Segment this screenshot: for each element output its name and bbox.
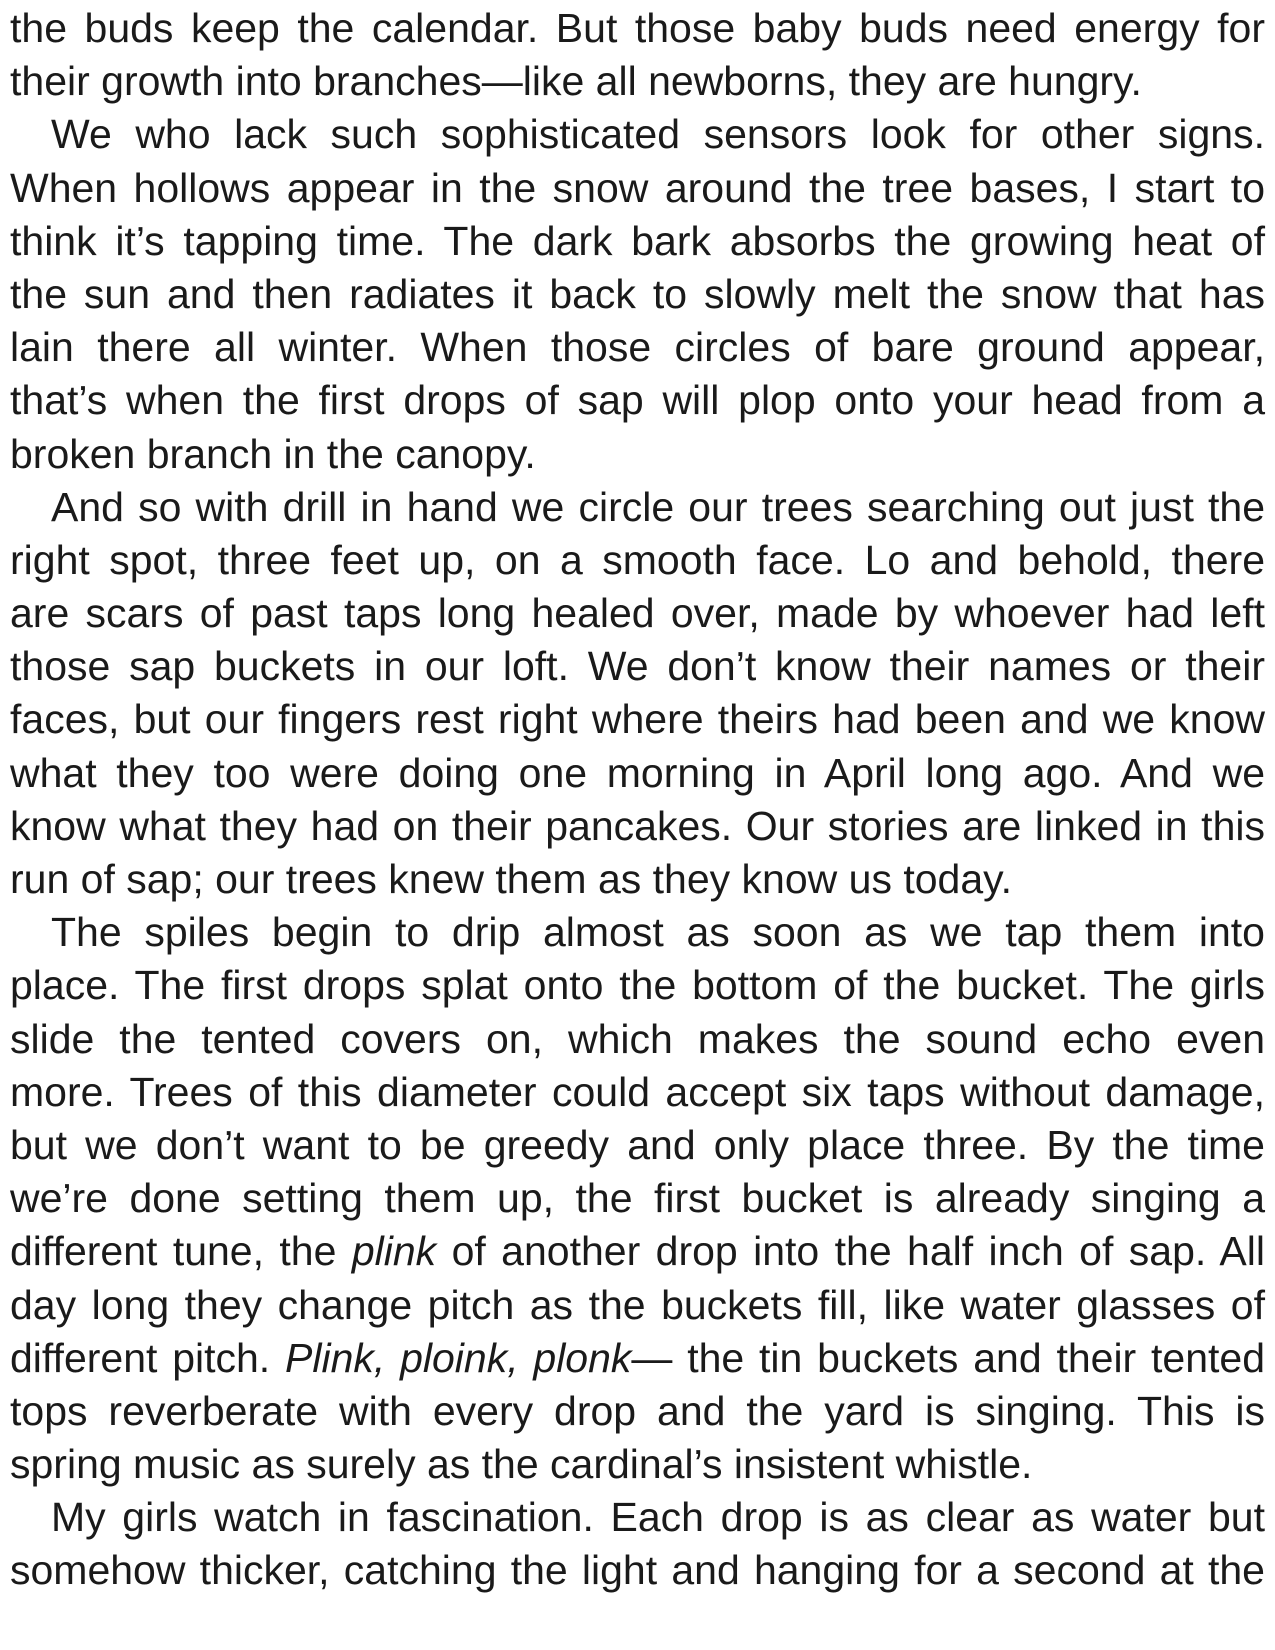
text-line: tops reverberate with every drop and the yard is singing. This is [10,1387,1265,1434]
text-line: their growth into branches—like all newborns, they are hungry. [10,58,1142,105]
text-line: somehow thicker, catching the light and hanging for a second at the [10,1547,1265,1594]
text-line: those sap buckets in our loft. We don’t know their names or their [10,643,1265,690]
book-page [10,2,1265,1598]
italic-run: Plink, ploink, plonk [285,1334,632,1381]
paragraph [10,1491,1265,1597]
paragraph [10,906,1265,1491]
text-run: different tune, the [10,1228,352,1275]
text-line: And so with drill in hand we circle our trees searching out just the [51,483,1265,530]
text-line [10,1332,1265,1385]
text-line: place. The first drops splat onto the bottom of the bucket. The girls [10,962,1265,1009]
italic-run: plink [351,1228,437,1275]
text-line: slide the tented covers on, which makes the sound echo even [10,1015,1265,1062]
text-line: right spot, three feet up, on a smooth face. Lo and behold, there [10,536,1265,583]
text-line: day long they change pitch as the buckets fill, like water glasses of [10,1281,1265,1328]
paragraph [10,481,1265,907]
text-line: what they too were doing one morning in April long ago. And we [10,749,1265,796]
text-line: the buds keep the calendar. But those baby buds need energy for [10,5,1265,51]
text-line: that’s when the first drops of sap will plop onto your head from a [10,377,1265,424]
text-line: the sun and then radiates it back to slowly melt the snow that has [10,270,1265,317]
text-run: of another drop into the half inch of sap. All [436,1228,1265,1275]
text-line: lain there all winter. When those circles of bare ground appear, [10,324,1265,371]
text-line: run of sap; our trees knew them as they know us today. [10,856,1012,902]
paragraph [10,108,1265,480]
text-line: We who lack such sophisticated sensors look for other signs. [51,111,1265,158]
text-line: we’re done setting them up, the first bucket is already singing a [10,1175,1265,1222]
text-line: faces, but our fingers rest right where theirs had been and we know [10,696,1265,743]
text-line: know what they had on their pancakes. Our stories are linked in this [10,802,1265,849]
text-line: think it’s tapping time. The dark bark absorbs the growing heat of [10,217,1265,264]
text-line: are scars of past taps long healed over, made by whoever had left [10,590,1265,637]
text-line: but we don’t want to be greedy and only place three. By the time [10,1121,1265,1168]
paragraph [10,2,1265,108]
text-line [10,1225,1265,1278]
text-line: My girls watch in fascination. Each drop is as clear as water but [51,1494,1265,1541]
text-line: more. Trees of this diameter could accept six taps without damage, [10,1068,1265,1115]
text-run: — the tin buckets and their tented [631,1334,1265,1381]
text-line: When hollows appear in the snow around the tree bases, I start to [10,164,1265,211]
text-line: spring music as surely as the cardinal’s insistent whistle. [10,1441,1033,1488]
text-line: The spiles begin to drip almost as soon as we tap them into [51,909,1265,956]
text-run: different pitch. [10,1334,286,1381]
text-line: broken branch in the canopy. [10,430,536,477]
